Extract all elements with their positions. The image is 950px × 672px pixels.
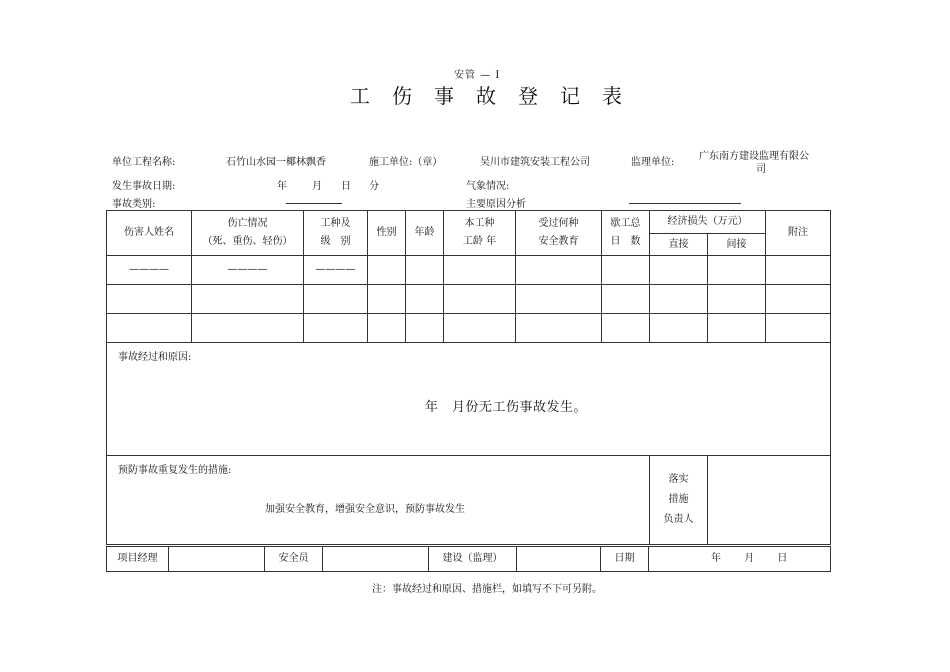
table-row (107, 285, 831, 314)
table-cell: ———— (304, 256, 368, 285)
date-label: 发生事故日期: (112, 181, 176, 192)
injury-table (106, 210, 831, 545)
sign-date-label: 日期 (601, 547, 649, 572)
date-month: 月 (312, 181, 322, 192)
process-content: 年 月份无工伤事故发生。 (425, 400, 588, 415)
signature-table (106, 546, 831, 572)
header-row (107, 211, 831, 234)
category-line (286, 203, 342, 204)
form-code: 安管 — I (454, 70, 501, 81)
contractor-value: 吴川市建筑安装工程公司 (480, 157, 590, 168)
col-econ-header: 经济损失（万元） (650, 211, 766, 234)
supervisor-label: 监理单位: (631, 157, 675, 168)
col-age-header: 年龄 (406, 211, 444, 256)
measures-row (107, 456, 831, 545)
weather-label: 气象情况: (466, 181, 510, 192)
project-label: 单位工程名称: (112, 157, 176, 168)
col-years-header: 本工种 工龄 年 (444, 211, 516, 256)
col-indirect-header: 间接 (708, 234, 766, 256)
cause-line (629, 203, 741, 204)
process-label: 事故经过和原因: (118, 352, 192, 363)
responsible-label: 落实 措施 负责人 (650, 456, 708, 545)
responsible-value (708, 456, 831, 545)
date-year: 年 (277, 181, 287, 192)
process-cell (107, 343, 831, 456)
col-name-header: 伤害人姓名 (107, 211, 192, 256)
contractor-label: 施工单位:（章） (369, 157, 443, 168)
sign-date-value: 年 月 日 (649, 547, 831, 572)
safety-value (323, 547, 429, 572)
table-row (107, 314, 831, 343)
table-cell: ———— (107, 256, 192, 285)
col-gender-header: 性别 (368, 211, 406, 256)
col-lost-days-header: 歇工总 日 数 (602, 211, 650, 256)
process-row (107, 343, 831, 456)
pm-value (169, 547, 265, 572)
date-minute: 分 (369, 181, 379, 192)
col-trade-header: 工种及 级 别 (304, 211, 368, 256)
cause-label: 主要原因分析 (466, 199, 526, 210)
signature-row (107, 547, 831, 572)
col-edu-header: 受过何种 安全教育 (516, 211, 602, 256)
col-note-header: 附注 (766, 211, 831, 256)
footer-note: 注：事故经过和原因、措施栏，如填写不下可另附。 (372, 584, 602, 595)
owner-value (517, 547, 601, 572)
table-row (107, 256, 831, 285)
date-day: 日 (341, 181, 351, 192)
project-value: 石竹山水园一椰林飘香 (226, 157, 326, 168)
measures-content: 加强安全教育，增强安全意识，预防事故发生 (265, 504, 465, 515)
page-title: 工伤事故登记表 (350, 84, 644, 108)
category-label: 事故类别: (112, 199, 156, 210)
col-direct-header: 直接 (650, 234, 708, 256)
supervisor-value-line2: 司 (756, 164, 766, 175)
col-injury-header: 伤亡情况 （死、重伤、轻伤） (192, 211, 304, 256)
measures-cell (107, 456, 650, 545)
measures-label: 预防事故重复发生的措施: (118, 465, 232, 476)
pm-label: 项目经理 (107, 547, 169, 572)
owner-label: 建设（监理） (429, 547, 517, 572)
supervisor-value-line1: 广东南方建设监理有限公 (699, 151, 809, 162)
safety-label: 安全员 (265, 547, 323, 572)
table-cell: ———— (192, 256, 304, 285)
